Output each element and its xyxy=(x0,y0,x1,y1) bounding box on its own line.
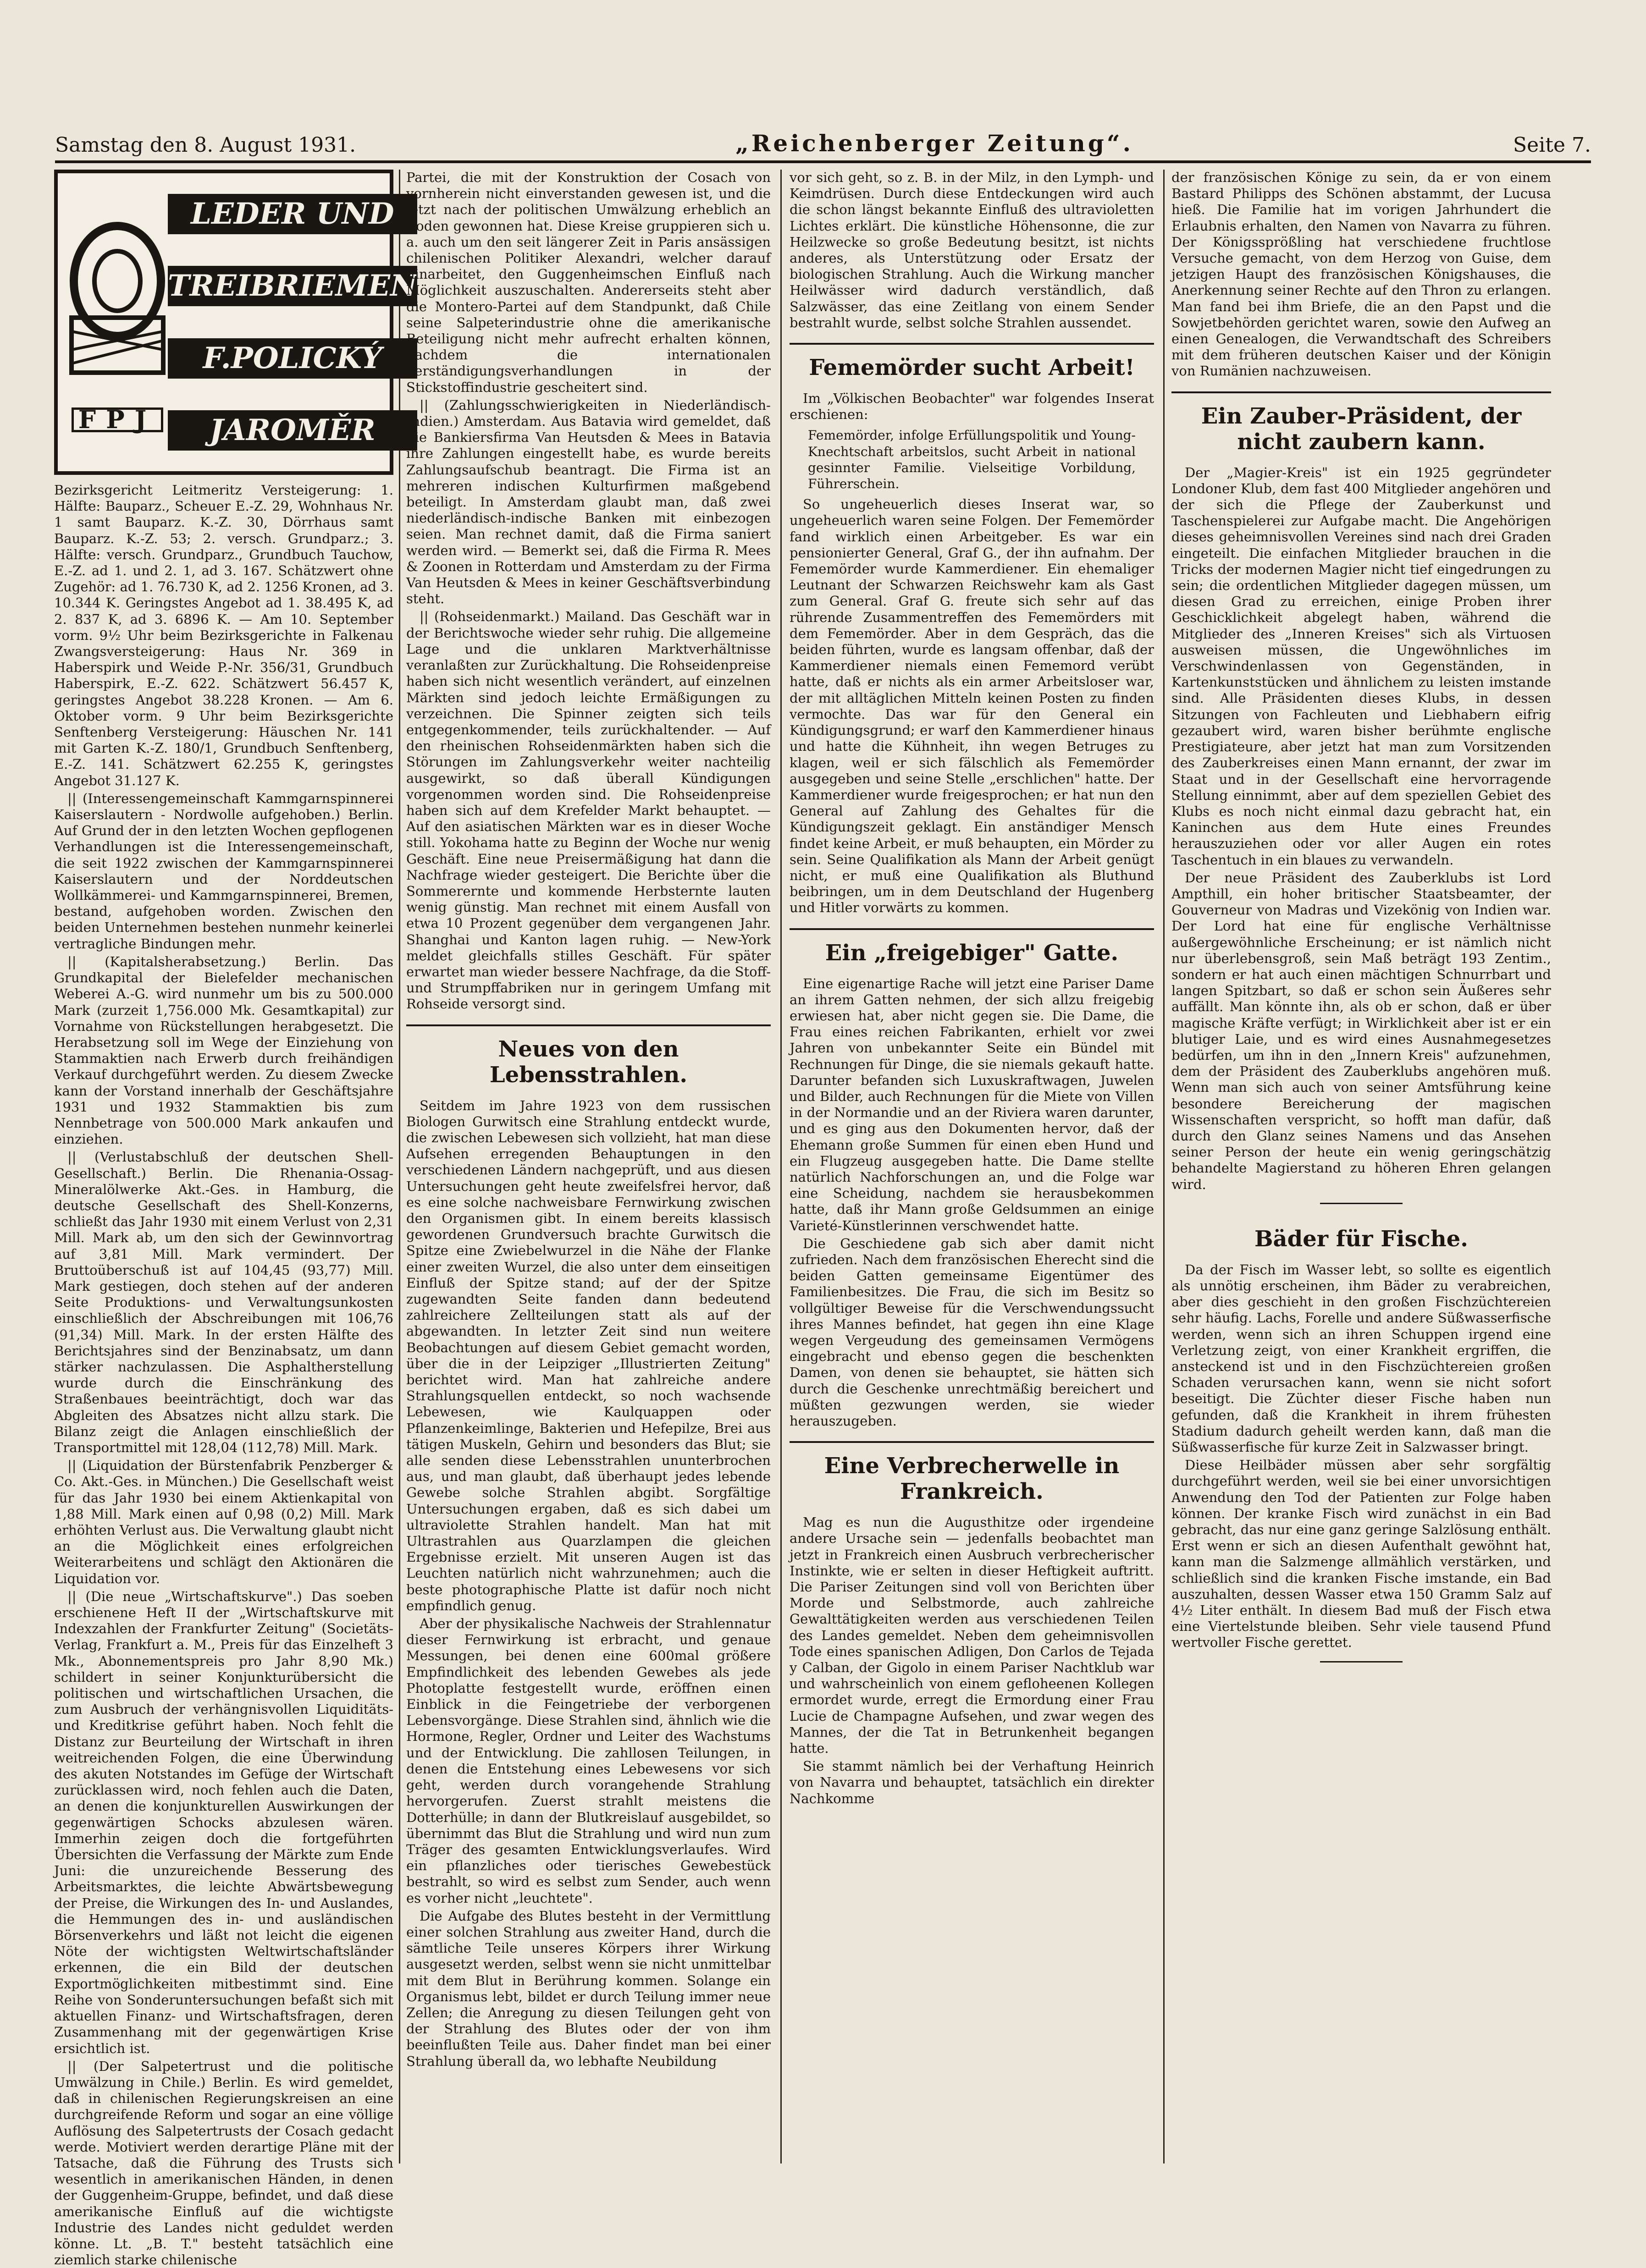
article-paragraph: Partei, die mit der Konstruktion der Cosach von vornherein nicht einverstanden gewesen ist, und die jetzt nach der politischen Umwälzung erheblich an Boden gewonnen hat. Diese Kreise gruppieren sich u. a. auch um den seit längerer Zeit in Paris ansässigen chilenischen Politiker Alexandri, welcher darauf hinarbeitet, den Guggenheimschen Einfluß nach Möglichkeit auszuschalten. Andererseits steht aber die Montero-Partei auf dem Standpunkt, daß Chile seine Salpeterindustrie ohne die amerikanische Beteiligung nicht mehr aufrecht erhalten können, nachdem die internationalen Verständigungsverhandlungen in der Stickstoffindustrie gescheitert sind. xyxy=(406,170,771,395)
article-paragraph: || (Kapitalsherabsetzung.) Berlin. Das Grundkapital der Bielefelder mechanischen Weberei A.-G. wird nunmehr um bis zu 500.000 Mark (zurzeit 1,756.000 Mk. Gesamtkapital) zur Vornahme von Rückstellungen herabgesetzt. Die Herabsetzung soll im Wege der Einziehung von Stammaktien nach Erwerb durch freihändigen Verkauf durchgeführt werden. Zu diesem Zwecke kann der Vorstand innerhalb der Geschäftsjahre 1931 und 1932 Stammaktien bis zum Nennbetrage von 500.000 Mark ankaufen und einziehen. xyxy=(54,953,393,1147)
ad-monogram: FPJ xyxy=(72,407,164,432)
header-page-number: Seite 7. xyxy=(1513,133,1591,157)
article-headline: Bäder für Fische. xyxy=(1254,1226,1469,1252)
article-paragraph: Da der Fisch im Wasser lebt, so sollte es eigentlich als unnötig erscheinen, ihm Bäder zu verabreichen, aber dies geschieht in den großen Fischzüchtereien sehr häufig. Lachs, Forelle und andere Süßwasserfische werden, wenn sich an ihren Schuppen irgend eine Verletzung zeigt, von einer Krankheit ergriffen, die ansteckend ist und in den Fischzüchtereien großen Schaden verursachen kann, wenn sie nicht sofort beseitigt. Die Züchter dieser Fische haben nun gefunden, daß die Krankheit in ihrem frühesten Stadium dadurch geheilt werden kann, daß man die Süßwasserfische für kurze Zeit in Salzwasser bringt. xyxy=(1171,1261,1551,1455)
article-paragraph: Sie stammt nämlich bei der Verhaftung Heinrich von Navarra und behauptet, tatsächlich ein direkter Nachkomme xyxy=(790,1758,1154,1806)
article-paragraph: Der „Magier-Kreis" ist ein 1925 gegründeter Londoner Klub, dem fast 400 Mitglieder angehören und der sich die Pflege der Zauberkunst und Taschenspielerei zur Aufgabe macht. Die Angehörigen dieses geheimnisvollen Vereines sind nach drei Graden eingeteilt. Die einfachen Mitglieder brauchen in die Tricks der modernen Magier nicht tief eingedrungen zu sein; die ordentlichen Mitglieder dagegen müssen, um diesen Grad zu erreichen, einige Proben ihrer Geschicklichkeit abgelegt haben, während die Mitglieder des „Inneren Kreises" sich als Virtuosen ausweisen müssen, die Ungewöhnliches im Verschwindenlassen von Gegenständen, in Kartenkunststücken und ähnlichem zu leisten imstande sind. Alle Präsidenten dieses Klubs, in dessen Sitzungen von Fachleuten und Liebhabern eifrig gezaubert wird, waren bisher berühmte englische Prestigiateure, aber jetzt hat man zum Vorsitzenden des Zauberkreises einen Mann ernannt, der zwar im Staat und in der Gesellschaft eine hervorragende Stellung einnimmt, aber auf dem speziellen Gebiet des Klubs es noch nicht einmal dazu gebracht hat, ein Kaninchen aus dem Hute eines Freundes herauszuziehen oder vor aller Augen ein rotes Taschentuch in ein blaues zu verwandeln. xyxy=(1171,464,1551,868)
header-paper-title: „Reichenberger Zeitung“. xyxy=(735,130,1134,157)
section-divider xyxy=(1320,1203,1403,1204)
ad-line: F.POLICKÝ xyxy=(168,338,417,379)
column-3 xyxy=(790,170,1154,2196)
article-paragraph: Die Aufgabe des Blutes besteht in der Vermittlung einer solchen Strahlung aus zweiter Hand, durch die sämtliche Teile unseres Körpers ihrer Wirkung ausgesetzt werden, selbst wenn sie nicht unmittelbar mit dem Blut in Berührung kommen. Solange ein Organismus lebt, bildet er durch Teilung immer neue Zellen; die Anregung zu diesen Teilungen geht von der Strahlung des Blutes oder der von ihm beeinflußten Teile aus. Daher findet man bei einer Strahlung überall da, wo lebhafte Neubildung xyxy=(406,1908,771,2069)
article-paragraph: || (Liquidation der Bürstenfabrik Penzberger & Co. Akt.-Ges. in München.) Die Gesellschaft weist für das Jahr 1930 bei einem Aktienkapital von 1,88 Mill. Mark einen auf 0,98 (0,2) Mill. Mark erhöhten Verlust aus. Die Verwaltung glaubt nicht an die Möglichkeit eines erfolgreichen Weiterarbeitens und schlägt den Aktionären die Liquidation vor. xyxy=(54,1458,393,1586)
article-paragraph: vor sich geht, so z. B. in der Milz, in den Lymph- und Keimdrüsen. Durch diese Entdeckungen wird auch die schon längst bekannte Einfluß des ultravioletten Lichtes erklärt. Die künstliche Höhensonne, die zur Heilzwecke so große Bedeutung besitzt, ist nichts anderes, als Unterstützung oder Ersatz der biologischen Strahlung. Auch die Wirkung mancher Heilwässer wird dadurch verständlich, daß Salzwässer, das eine Zeitlang von einem Sender bestrahlt wurde, selbst solche Strahlen aussendet. xyxy=(790,170,1154,330)
advertisement-box xyxy=(54,170,417,475)
ad-line: LEDER UND xyxy=(168,194,417,234)
ad-text xyxy=(168,173,417,471)
article-paragraph: Der neue Präsident des Zauberklubs ist Lord Ampthill, ein hoher britischer Staatsbeamter, der Gouverneur von Madras und Vizekönig von Indien war. Der Lord hat eine für englische Verhältnisse außergewöhnliche Erscheinung; er ist nämlich nicht nur überlebensgroß, sein Maß beträgt 193 Zentim., sondern er hat auch einen mächtigen Schnurrbart und langen Spitzbart, so daß er schon sein Äußeres sehr auffällt. Man könnte ihn, als ob er schon, daß er über magische Kräfte verfügt; in Wirklichkeit aber ist er ein blutiger Laie, und es wird eines Ausnahmegesetzes bedürfen, um ihn in den „Innern Kreis" aufzunehmen, dem der Präsident des Zauberklubs angehören muß. Wenn man sich auch von seiner Amtsführung keine besondere Bereicherung der magischen Wissenschaften verspricht, so hofft man dafür, daß durch den Glanz seines Namens und das Ansehen seiner Person der heute ein wenig geringschätzig behandelte Magierstand zu höheren Ehren gelangen wird. xyxy=(1171,870,1551,1192)
column-4 xyxy=(1171,170,1551,2196)
column-1 xyxy=(54,170,417,2268)
article-paragraph: || (Der Salpetertrust und die politische Umwälzung in Chile.) Berlin. Es wird gemeldet, daß in chilenischen Regierungskreisen an eine durchgreifende Reform und sogar an eine völlige Auflösung des Salpetertrusts der Cosach gedacht werde. Motiviert werden derartige Pläne mit der Tatsache, daß die Führung des Trusts sich wesentlich in amerikanischen Händen, in denen der Guggenheim-Gruppe, befindet, und daß diese amerikanische Einfluß auf die wichtigste Industrie des Landes nicht geduldet werden könne. Lt. „B. T." besteht tatsächlich eine ziemlich starke chilenische xyxy=(54,2058,393,2268)
article-paragraph: Bezirksgericht Leitmeritz Versteigerung: 1. Hälfte: Bauparz., Scheuer E.-Z. 29, Wohnhaus Nr. 1 samt Bauparz. K.-Z. 30, Dörrhaus samt Bauparz. K.-Z. 53; 2. versch. Grundparz.; 3. Hälfte: versch. Grundparz., Grundbuch Tauchow, E.-Z. ad 1. und 2. 1, ad 3. 167. Schätzwert ohne Zugehör: ad 1. 76.730 K, ad 2. 1256 Kronen, ad 3. 10.344 K. Geringstes Angebot ad 1. 38.495 K, ad 2. 837 K, ad 3. 6896 K. — Am 10. September vorm. 9½ Uhr beim Bezirksgerichte in Falkenau Zwangsversteigerung: Haus Nr. 369 in Haberspirk und Weide P.-Nr. 356/31, Grundbuch Haberspirk, E.-Z. 622. Schätzwert 56.457 K, geringstes Angebot 38.228 Kronen. — Am 6. Oktober vorm. 9 Uhr beim Bezirksgerichte Senftenberg Versteigerung: Häuschen Nr. 141 mit Garten K.-Z. 180/1, Grundbuch Senftenberg, E.-Z. 141. Schätzwert 62.255 K, geringstes Angebot 31.127 K. xyxy=(54,482,393,788)
article-paragraph: Diese Heilbäder müssen aber sehr sorgfältig durchgeführt werden, weil sie bei einer unvorsichtigen Anwendung den Tod der Patienten zur Folge haben können. Der kranke Fisch wird zunächst in ein Bad gebracht, das nur eine ganz geringe Salzlösung enthält. Erst wenn er sich an diesen Aufenthalt gewöhnt hat, kann man die Salzmenge allmählich verstärken, und schließlich sind die kranken Fische imstande, ein Bad auszuhalten, dessen Wasser etwa 150 Gramm Salz auf 4½ Liter enthält. In diesem Bad muß der Fisch etwa eine Viertelstunde bleiben. Sehr viele tausend Pfund wertvoller Fische gerettet. xyxy=(1171,1457,1551,1651)
article-paragraph: || (Verlustabschluß der deutschen Shell-Gesellschaft.) Berlin. Die Rhenania-Ossag-Mineralölwerke Akt.-Ges. in Hamburg, die deutsche Gesellschaft des Shell-Konzerns, schließt das Jahr 1930 mit einem Verlust von 2,31 Mill. Mark ab, um den sich der Gewinnvortrag auf 3,81 Mill. Mark vermindert. Der Bruttoüberschuß ist auf 104,45 (93,77) Mill. Mark gestiegen, doch stehen auf der anderen Seite Produktions- und Verwaltungsunkosten einschließlich der Abschreibungen mit 106,76 (91,34) Mill. Mark. In der ersten Hälfte des Berichtsjahres sind der Benzinabsatz, um dann stärker nachzulassen. Die Asphaltherstellung wurde durch die Einschränkung des Straßenbaues beeinträchtigt, doch war das Abgleiten des Absatzes nicht allzu stark. Die Bilanz zeigt die Anlagen einschließlich der Transportmittel mit 128,04 (112,78) Mill. Mark. xyxy=(54,1149,393,1455)
ad-logo xyxy=(58,173,177,471)
section-divider xyxy=(1320,1661,1403,1662)
article-paragraph: Seitdem im Jahre 1923 von dem russischen Biologen Gurwitsch eine Strahlung entdeckt wurde, die zwischen Lebewesen sich vollzieht, hat man diese Aufsehen erregenden Behauptungen in den verschiedenen Ländern nachgeprüft, und aus diesen Untersuchungen geht heute zweifelsfrei hervor, daß es eine solche nachweisbare Fernwirkung zwischen den Organismen gibt. In einem bereits klassisch gewordenen Grundversuch brachte Gurwitsch die Spitze eine Zwiebelwurzel in die Nähe der Flanke einer zweiten Wurzel, die also unter dem einseitigen Einfluß der Spitze stand; auf der der Spitze zugewandten Seite fanden dann bedeutend zahlreichere Zellteilungen statt als auf der abgewandten. In letzter Zeit sind nun weitere Beobachtungen auf diesem Gebiet gemacht worden, über die in der Leipziger „Illustrierten Zeitung" berichtet wird. Man hat zahlreiche andere Strahlungsquellen entdeckt, so noch wachsende Lebewesen, wie Kaulquappen oder Pflanzenkeimlinge, Bakterien und Hefepilze, Brei aus tätigen Muskeln, Gehirn und besonders das Blut; sie alle senden diese Lebensstrahlen ununterbrochen aus, und man glaubt, daß überhaupt jedes lebende Gewebe solche Strahlen abgibt. Sorgfältige Untersuchungen ergaben, daß es sich dabei um ultraviolette Strahlen handelt. Man hat mit Ultrastrahlen aus Quarzlampen die gleichen Ergebnisse erzielt. Mit unseren Augen ist das Leuchten natürlich nicht wahrzunehmen; auch die beste photographische Platte ist dafür noch nicht empfindlich genug. xyxy=(406,1097,771,1613)
article-paragraph: Im „Völkischen Beobachter" war folgendes Inserat erschienen: xyxy=(790,391,1154,423)
article-headline: Neues von den Lebensstrahlen. xyxy=(406,1024,771,1088)
article-paragraph: || (Interessengemeinschaft Kammgarnspinnerei Kaiserslautern - Nordwolle aufgehoben.) Berlin. Auf Grund der in den letzten Wochen gepflogenen Verhandlungen ist die Interessengemeinschaft, die seit 1922 zwischen der Kammgarnspinnerei Kaiserslautern und der Norddeutschen Wollkämmerei- und Kammgarnspinnerei, Bremen, bestand, aufgehoben worden. Zwischen den beiden Unternehmen bestehen nunmehr keinerlei vertragliche Bindungen mehr. xyxy=(54,790,393,952)
ad-line: JAROMĚR xyxy=(168,410,417,451)
article-paragraph: Mag es nun die Augusthitze oder irgendeine andere Ursache sein — jedenfalls beobachtet man jetzt in Frankreich einen Ausbruch verbrecherischer Instinkte, wie er selten in dieser Heftigkeit auftritt. Die Pariser Zeitungen sind voll von Berichten über Morde und Selbstmorde, auch zahlreiche Gewalttätigkeiten werden aus verschiedenen Teilen des Landes gemeldet. Neben dem geheimnisvollen Tode eines spanischen Adligen, Don Carlos de Tejada y Calban, der Gigolo in einem Pariser Nachtklub war und wahrscheinlich von einem gefloheenen Kollegen ermordet wurde, erregt die Ermordung einer Frau Lucie de Champagne Aufsehen, und zwar wegen des Mannes, der die Tat in Betrunkenheit begangen hatte. xyxy=(790,1514,1154,1756)
column-rule xyxy=(780,170,782,2163)
article-paragraph: || (Rohseidenmarkt.) Mailand. Das Geschäft war in der Berichtswoche wieder sehr ruhig. Die allgemeine Lage und die unklaren Marktverhältnisse veranlaßten zur Zurückhaltung. Die Rohseidenpreise haben sich nicht wesentlich verändert, auf einzelnen Märkten sind jedoch leichte Ermäßigungen zu verzeichnen. Die Spinner zeigten sich teils entgegenkommender, teils zurückhaltender. — Auf den rheinischen Rohseidenmärkten haben sich die Störungen im Zahlungsverkehr weiter nachteilig ausgewirkt, so daß überall Kündigungen vorgenommen worden sind. Die Rohseidenpreise haben sich auf dem Krefelder Markt behauptet. — Auf den asiatischen Märkten war es in dieser Woche still. Yokohama hatte zu Beginn der Woche nur wenig Geschäft. Eine neue Preisermäßigung hat dann die Nachfrage wieder gesteigert. Die Berichte über die Sommerernte und kommende Herbsternte lauten wenig günstig. Man rechnet mit einem Ausfall von etwa 10 Prozent gegenüber dem vergangenen Jahr. Shanghai und Kanton lagen ruhig. — New-York meldet gleichfalls stilles Geschäft. Für später erwartet man wieder bessere Nachfrage, da die Stoff- und Strumpffabriken nur in geringem Umfang mit Rohseide versorgt sind. xyxy=(406,609,771,1012)
header-date: Samstag den 8. August 1931. xyxy=(55,133,356,157)
article-headline: Ein „freigebiger" Gatte. xyxy=(790,928,1154,966)
article-paragraph: So ungeheuerlich dieses Inserat war, so ungeheuerlich waren seine Folgen. Der Fememörder fand wirklich einen Arbeitgeber. Es war ein pensionierter General, Graf G., der ihn aufnahm. Der Fememörder wurde Kammerdiener. Ein ehemaliger Leutnant der Schwarzen Reichswehr kam als Gast zum General. Graf G. freute sich sehr auf das rührende Zusammentreffen des Fememörders mit dem Fememörder. Aber in dem Gespräch, das die beiden führten, wurde es langsam offenbar, daß der Kammerdiener niemals einen Fememord verübt hatte, daß er nichts als ein armer Arbeitsloser war, der mit alltäglichen Mitteln keinen Posten zu finden vermochte. Das war für den General ein Kündigungsgrund; er warf den Kammerdiener hinaus und hatte die Kühnheit, ihn wegen Betruges zu klagen, weil er sich fälschlich als Fememörder ausgegeben und seine Stelle „erschlichen" hatte. Der Kammerdiener wurde freigesprochen; er hat nun den General auf Zahlung des Gehaltes für die Kündigungszeit geklagt. Ein anständiger Mensch findet keine Arbeit, er muß behaupten, ein Mörder zu sein. Seine Qualifikation als Mann der Arbeit genügt nicht, er muß eine Qualifikation als Bluthund beibringen, um in dem Deutschland der Hugenberg und Hitler vorwärts zu kommen. xyxy=(790,496,1154,916)
column-2 xyxy=(406,170,771,2196)
page-header xyxy=(55,120,1591,163)
article-paragraph: || (Zahlungsschwierigkeiten in Niederländisch-Indien.) Amsterdam. Aus Batavia wird gemeldet, daß die Bankiersfirma Van Heutsden & Mees in Batavia ihre Zahlungen eingestellt habe, es wurde bereits Zahlungsaufschub beantragt. Die Firma ist an mehreren indischen Kulturfirmen maßgebend beteiligt. In Amsterdam glaubt man, daß zwei niederländisch-indische Banken mit einbezogen seien. Man rechnet damit, daß die Firma saniert werden wird. — Bemerkt sei, daß die Firma R. Mees & Zoonen in Rotterdam und Amsterdam zu der Firma Van Heutsden & Mees in keiner Geschäftsverbindung steht. xyxy=(406,397,771,607)
article-paragraph: Eine eigenartige Rache will jetzt eine Pariser Dame an ihrem Gatten nehmen, der sich allzu freigebig erwiesen hat, aber nicht gegen sie. Die Dame, die Frau eines reichen Fabrikanten, erhielt vor zwei Jahren von unbekannter Seite ein Bündel mit Rechnungen für Dinge, die sie niemals gekauft hatte. Darunter befanden sich Luxuskraftwagen, Juwelen und Bilder, auch Rechnungen für die Miete von Villen in der Normandie und an der Riviera waren darunter, und es ging aus den Dokumenten hervor, daß der Ehemann große Summen für einen eben Hund und ein Flugzeug ausgegeben hatte. Die Dame stellte natürlich Nachforschungen an, und die Folge war eine Scheidung, nachdem sie herausbekommen hatte, daß ihr Mann große Geldsummen an einige Varieté-Künstlerinnen verschwendet hatte. xyxy=(790,975,1154,1233)
quoted-advertisement: Fememörder, infolge Erfüllungspolitik und Young-Knechtschaft arbeitslos, sucht Arbeit in national gesinnter Familie. Vielseitige Vorbildung, Führerschein. xyxy=(808,428,1136,492)
article-paragraph: Aber der physikalische Nachweis der Strahlennatur dieser Fernwirkung ist erbracht, und genaue Messungen, bei denen eine 600mal größere Empfindlichkeit des lebenden Gewebes als jede Photoplatte festgestellt wurde, eröffnen einen Einblick in die Feingetriebe der verborgenen Lebensvorgänge. Diese Strahlen sind, ähnlich wie die Hormone, Regler, Ordner und Leiter des Wachstums und der Entwicklung. Die zahllosen Teilungen, in denen die Entstehung eines Lebewesens vor sich geht, werden durch vorangehende Strahlung hervorgerufen. Zuerst strahlt meistens die Dotterhülle; in dann der Blutkreislauf ausgebildet, so übernimmt das Blut die Strahlung und wird nun zum Träger des gesamten Entwicklungsverlaufes. Wird ein pflanzliches oder tierisches Gewebestück bestrahlt, so wird es selbst zum Sender, auch wenn es vorher nicht „leuchtete". xyxy=(406,1616,771,1906)
article-paragraph: || (Die neue „Wirtschaftskurve".) Das soeben erschienene Heft II der „Wirtschaftskurve mit Indexzahlen der Frankfurter Zeitung" (Societäts-Verlag, Frankfurt a. M., Preis für das Einzelheft 3 Mk., Abonnementspreis pro Jahr 8,90 Mk.) schildert in seiner Konjunkturübersicht die politischen und wirtschaftlichen Ursachen, die zum Ausbruch der verhängnisvollen Liquiditäts- und Kreditkrise geführt haben. Noch fehlt die Distanz zur Beurteilung der Wirtschaft in ihren weitreichenden Folgen, die eine Überwindung des akuten Notstandes im Gefüge der Wirtschaft zurücklassen wird, noch fehlen auch die Daten, an denen die konjunkturellen Auswirkungen der gegenwärtigen Schocks abzulesen wären. Immerhin zeigen doch die fortgeführten Übersichten die Verfassung der Märkte zum Ende Juni: die unzureichende Besserung des Arbeitsmarktes, die leichte Abwärtsbewegung der Preise, die Wirkungen des In- und Auslandes, die Hemmungen des in- und ausländischen Börsenverkehrs und läßt not leicht die eigenen Nöte der wichtigsten Weltwirtschaftsländer erkennen, die ein Bild der deutschen Exportmöglichkeiten mitbestimmt sind. Eine Reihe von Sonderuntersuchungen befaßt sich mit aktuellen Finanz- und Wirtschaftsfragen, deren Zusammenhang mit der gegenwärtigen Krise ersichtlich ist. xyxy=(54,1588,393,2056)
article-paragraph: der französischen Könige zu sein, da er von einem Bastard Philipps des Schönen abstammt, der Lucusa hieß. Die Familie hat im vorigen Jahrhundert die Erlaubnis erhalten, den Namen von Navarra zu führen. Der Königssprößling hat verschiedene fruchtlose Versuche gemacht, von dem Herzog von Guise, dem jetzigen Haupt des französischen Königshauses, die Anerkennung seiner Rechte auf den Thron zu erlangen. Man fand bei ihm Briefe, die an den Papst und die Sowjetbehörden gerichtet waren, sowie den Aufweg an einen Genealogen, die Verwandtschaft des Schreibers mit dem früheren deutschen Kaiser und der Königin von Rumänien nachzuweisen. xyxy=(1171,170,1551,379)
belt-pulley-icon xyxy=(62,212,172,405)
article-headline: Eine Verbrecherwelle in Frankreich. xyxy=(790,1441,1154,1504)
article-paragraph: Die Geschiedene gab sich aber damit nicht zufrieden. Nach dem französischen Eherecht sind die beiden Gatten gemeinsame Eigentümer des Familienbesitzes. Die Frau, die sich im Besitz so vollgültiger Beweise für die Verschwendungssucht ihres Mannes befindet, hat gegen ihn eine Klage wegen Vergeudung des gemeinsamen Vermögens eingebracht und ebenso gegen die beschenkten Damen, von denen sie behauptet, sie hätten sich durch die Geschenke unrechtmäßig bereichert und müßten gezwungen werden, sie wieder herauszugeben. xyxy=(790,1235,1154,1429)
ad-line: TREIBRIEMEN xyxy=(168,266,417,306)
article-headline: Ein Zauber-Präsident, der nicht zaubern kann. xyxy=(1171,391,1551,455)
article-headline: Fememörder sucht Arbeit! xyxy=(790,343,1154,380)
column-rule xyxy=(1163,170,1165,2163)
